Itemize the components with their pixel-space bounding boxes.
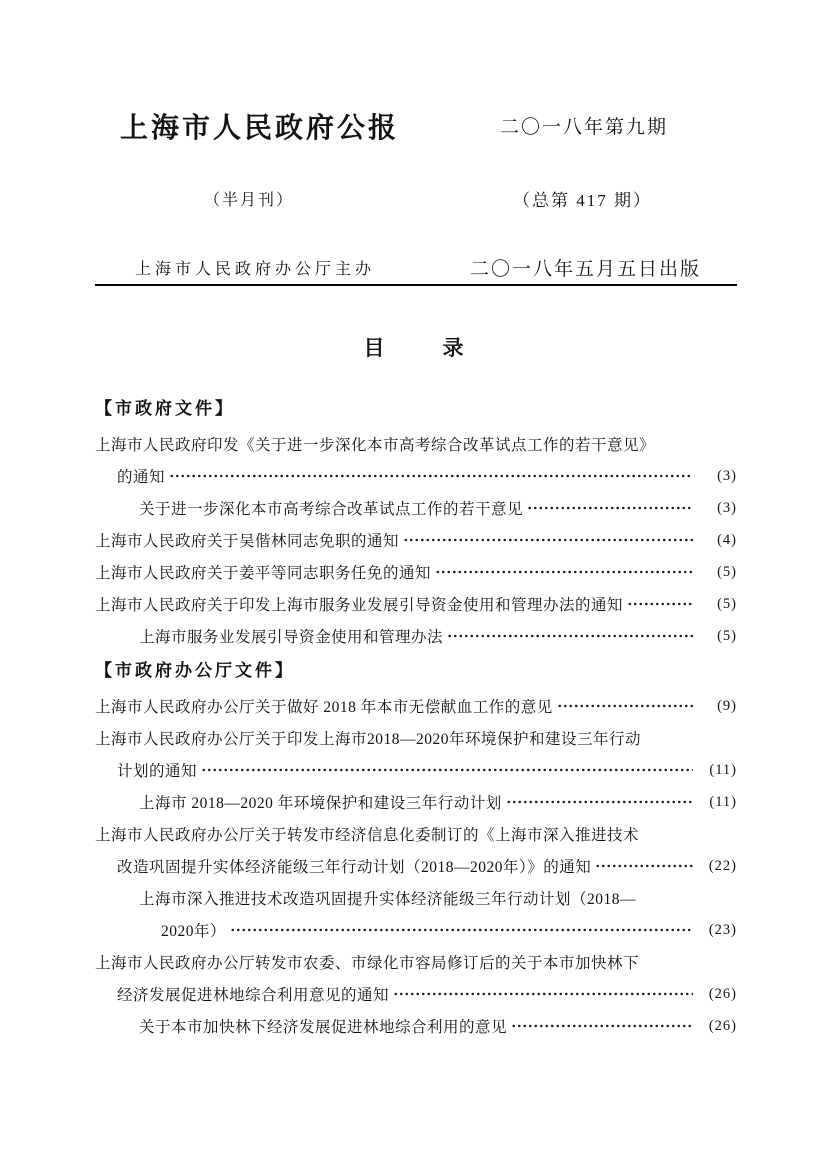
toc-entry	[95, 492, 737, 524]
toc-entry	[95, 946, 737, 978]
page-number: (5)	[717, 595, 737, 612]
page-number: (11)	[709, 793, 737, 810]
toc-entry	[95, 722, 737, 754]
page-number: (26)	[708, 1017, 737, 1034]
toc-entry-text: 上海市人民政府关于吴偕林同志免职的通知	[95, 533, 400, 550]
section-heading-general-office-documents: 【市政府办公厅文件】	[95, 661, 295, 680]
toc-entry	[95, 850, 737, 882]
toc-entry	[95, 556, 737, 588]
dot-leader	[201, 754, 693, 786]
masthead-title: 上海市人民政府公报	[120, 113, 400, 144]
toc-entry	[95, 620, 737, 652]
toc-entry-text: 2020年）	[161, 923, 227, 940]
toc-entry	[95, 914, 737, 946]
toc-entry-text: 上海市人民政府办公厅关于做好 2018 年本市无偿献血工作的意见	[95, 699, 553, 716]
dot-leader	[169, 460, 693, 492]
toc-body	[95, 390, 737, 1042]
toc-entry	[95, 1010, 737, 1042]
toc-entry-text: 上海市人民政府印发《关于进一步深化本市高考综合改革试点工作的若干意见》	[95, 437, 656, 454]
toc-entry	[95, 524, 737, 556]
toc-entry	[95, 428, 737, 460]
section-heading-gov-documents: 【市政府文件】	[95, 399, 235, 418]
toc-entry-text: 改造巩固提升实体经济能级三年行动计划（2018—2020年）》的通知	[117, 859, 592, 876]
dot-leader	[627, 588, 693, 620]
toc-entry-text: 关于本市加快林下经济发展促进林地综合利用的意见	[139, 1019, 508, 1036]
toc-entry	[95, 978, 737, 1010]
toc-entry-text: 上海市深入推进技术改造巩固提升实体经济能级三年行动计划（2018—	[139, 891, 637, 908]
dot-leader	[506, 786, 693, 818]
toc-entry	[95, 786, 737, 818]
dot-leader	[230, 914, 693, 946]
page-number: (9)	[717, 697, 737, 714]
toc-entry-text: 经济发展促进林地综合利用意见的通知	[117, 987, 390, 1004]
toc-entry-text: 关于进一步深化本市高考综合改革试点工作的若干意见	[139, 501, 524, 518]
page-number: (22)	[708, 857, 737, 874]
toc-entry	[95, 754, 737, 786]
page-number: (3)	[717, 467, 737, 484]
toc-title	[0, 332, 827, 362]
page-number: (23)	[708, 921, 737, 938]
toc-entry-text: 上海市人民政府办公厅关于印发上海市2018—2020年环境保护和建设三年行动	[95, 731, 642, 748]
publish-date: 二〇一八年五月五日出版	[470, 259, 702, 280]
toc-entry-text: 上海市人民政府关于姜平等同志职务任免的通知	[95, 565, 432, 582]
dot-leader	[595, 850, 693, 882]
dot-leader	[511, 1010, 693, 1042]
page-number: (5)	[717, 563, 737, 580]
dot-leader	[557, 690, 693, 722]
issue-number: 二〇一八年第九期	[500, 117, 669, 138]
dot-leader	[527, 492, 693, 524]
page-number: (5)	[717, 627, 737, 644]
page-number: (3)	[717, 499, 737, 516]
dot-leader	[393, 978, 693, 1010]
toc-entry-text: 计划的通知	[117, 763, 198, 780]
periodicity-label: （半月刊）	[204, 192, 295, 209]
page-number: (26)	[708, 985, 737, 1002]
page-number: (11)	[709, 761, 737, 778]
dot-leader	[447, 620, 693, 652]
toc-entry	[95, 588, 737, 620]
toc-entry	[95, 882, 737, 914]
toc-entry-text: 上海市人民政府办公厅关于转发市经济信息化委制订的《上海市深入推进技术	[95, 827, 640, 844]
dot-leader	[403, 524, 693, 556]
toc-entry-text: 上海市人民政府办公厅转发市农委、市绿化市容局修订后的关于本市加快林下	[95, 955, 640, 972]
toc-entry	[95, 818, 737, 850]
toc-entry	[95, 690, 737, 722]
toc-title-char: 目	[363, 336, 385, 360]
masthead-divider	[95, 284, 737, 286]
toc-entry-text: 上海市人民政府关于印发上海市服务业发展引导资金使用和管理办法的通知	[95, 597, 624, 614]
toc-entry-text: 的通知	[117, 469, 166, 486]
toc-entry	[95, 460, 737, 492]
page-number: (4)	[717, 531, 737, 548]
toc-entry-text: 上海市 2018—2020 年环境保护和建设三年行动计划	[139, 795, 502, 812]
toc-entry-text: 上海市服务业发展引导资金使用和管理办法	[139, 629, 444, 646]
dot-leader	[435, 556, 693, 588]
toc-title-char: 录	[442, 336, 464, 360]
organizer-label: 上海市人民政府办公厅主办	[135, 261, 376, 278]
cumulative-issue-label: （总第 417 期）	[513, 191, 652, 210]
